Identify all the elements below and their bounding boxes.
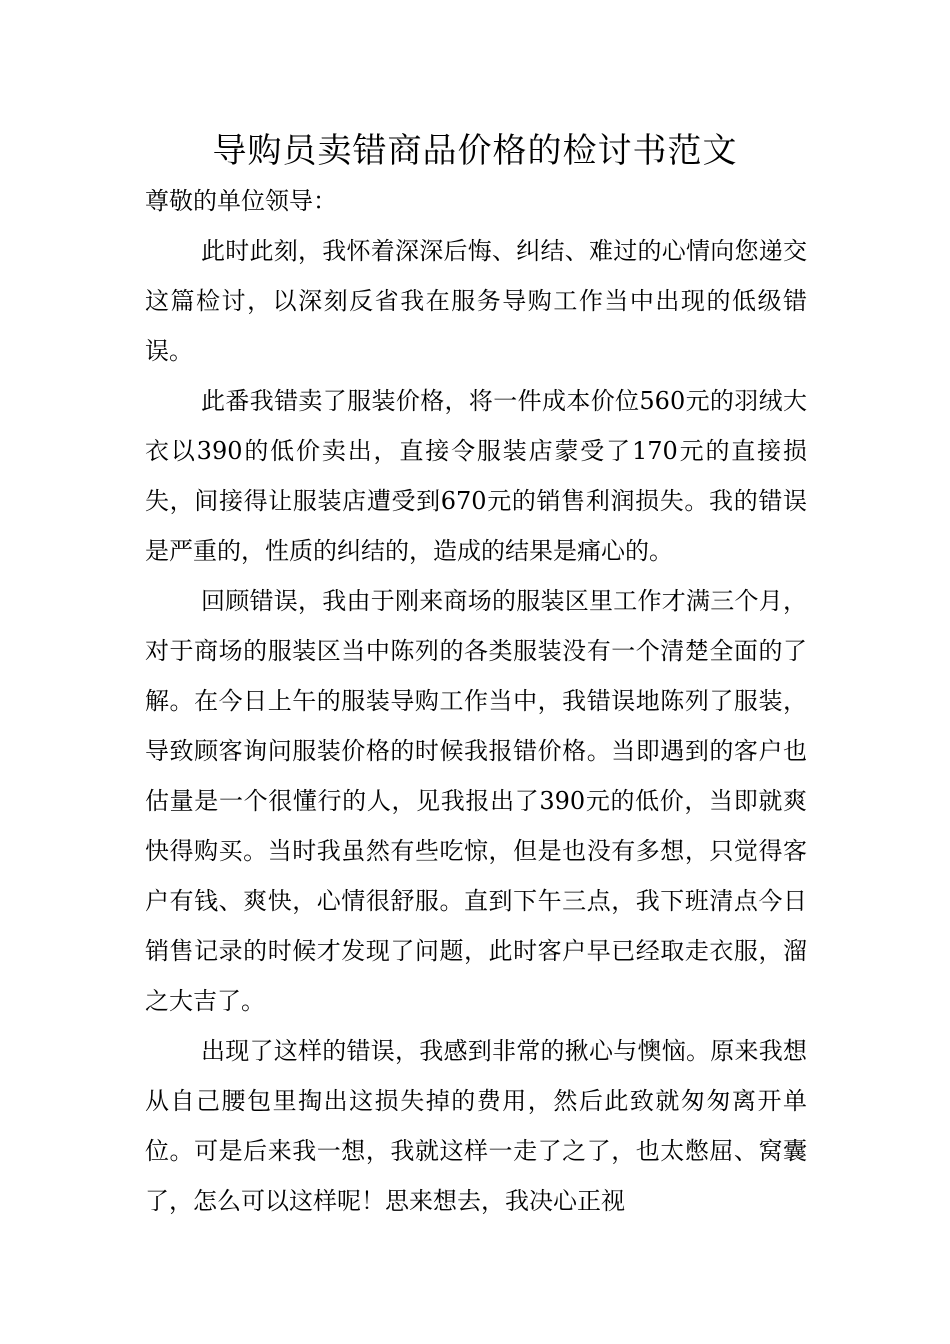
paragraph-1: 此时此刻，我怀着深深后悔、纠结、难过的心情向您递交这篇检讨，以深刻反省我在服务导购工作当中出现的低级错误。 — [145, 237, 807, 365]
paragraph-3: 回顾错误，我由于刚来商场的服装区里工作才满三个月，对于商场的服装区当中陈列的各类服装没有一个清楚全面的了解。在今日上午的服装导购工作当中，我错误地陈列了服装，导致顾客询问服装价格的时候我报错价格。当即遇到的客户也估量是一个很懂行的人，见我报出了390元的低价，当即就爽快得购买。当时我虽然有些吃惊，但是也没有多想，只觉得客户有钱、爽快，心情很舒服。直到下午三点，我下班清点今日销售记录的时候才发现了问题，此时客户早已经取走衣服，溜之大吉了。 — [145, 587, 807, 1015]
paragraph-4: 出现了这样的错误，我感到非常的揪心与懊恼。原来我想从自己腰包里掏出这损失掉的费用，然后此致就匆匆离开单位。可是后来我一想，我就这样一走了之了，也太憋屈、窝囊了，怎么可以这样呢！思来想去，我决心正视 — [145, 1037, 807, 1215]
salutation: 尊敬的单位领导： — [145, 187, 337, 215]
document-title: 导购员卖错商品价格的检讨书范文 — [212, 131, 738, 171]
document-body — [145, 176, 807, 1226]
paragraph-2: 此番我错卖了服装价格，将一件成本价位560元的羽绒大衣以390的低价卖出，直接令服装店蒙受了170元的直接损失，间接得让服装店遭受到670元的销售利润损失。我的错误是严重的，性质的纠结的，造成的结果是痛心的。 — [145, 387, 807, 565]
